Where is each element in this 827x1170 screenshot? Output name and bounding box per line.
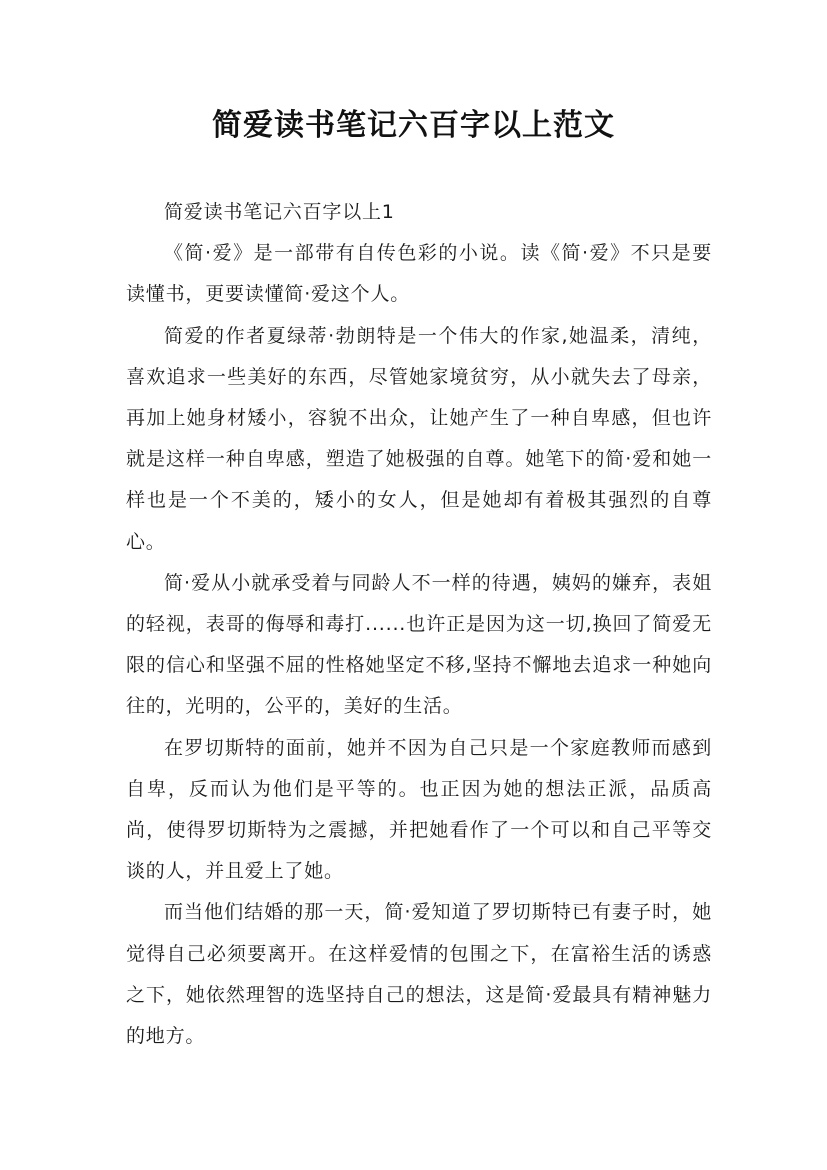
paragraph: 简爱的作者夏绿蒂·勃朗特是一个伟大的作家,她温柔，清纯，喜欢追求一些美好的东西，尽管她家境贫穷，从小就失去了母亲，再加上她身材矮小，容貌不出众，让她产生了一种自卑感，但也许就是这样一种自卑感，塑造了她极强的自尊。她笔下的简·爱和她一样也是一个不美的，矮小的女人，但是她却有着极其强烈的自尊心。 <box>126 324 712 553</box>
paragraph: 《简·爱》是一部带有自传色彩的小说。读《简·爱》不只是要读懂书，更要读懂简·爱这个人。 <box>126 242 712 306</box>
document-title: 简爱读书笔记六百字以上范文 <box>212 108 615 143</box>
paragraph: 在罗切斯特的面前，她并不因为自己只是一个家庭教师而感到自卑，反而认为他们是平等的。也正因为她的想法正派，品质高尚，使得罗切斯特为之震撼，并把她看作了一个可以和自己平等交谈的人，并且爱上了她。 <box>126 736 712 883</box>
paragraph: 简·爱从小就承受着与同龄人不一样的待遇，姨妈的嫌弃，表姐的轻视，表哥的侮辱和毒打......也许正是因为这一切,换回了简爱无限的信心和坚强不屈的性格她坚定不移,坚持不懈地去追求一种她向往的，光明的，公平的，美好的生活。 <box>126 571 712 718</box>
paragraph: 而当他们结婚的那一天，简·爱知道了罗切斯特已有妻子时，她觉得自己必须要离开。在这样爱情的包围之下，在富裕生活的诱惑之下，她依然理智的选坚持自己的想法，这是简·爱最具有精神魅力的地方。 <box>126 901 712 1048</box>
document-body <box>126 192 712 1057</box>
section-heading: 简爱读书笔记六百字以上1 <box>164 201 395 223</box>
